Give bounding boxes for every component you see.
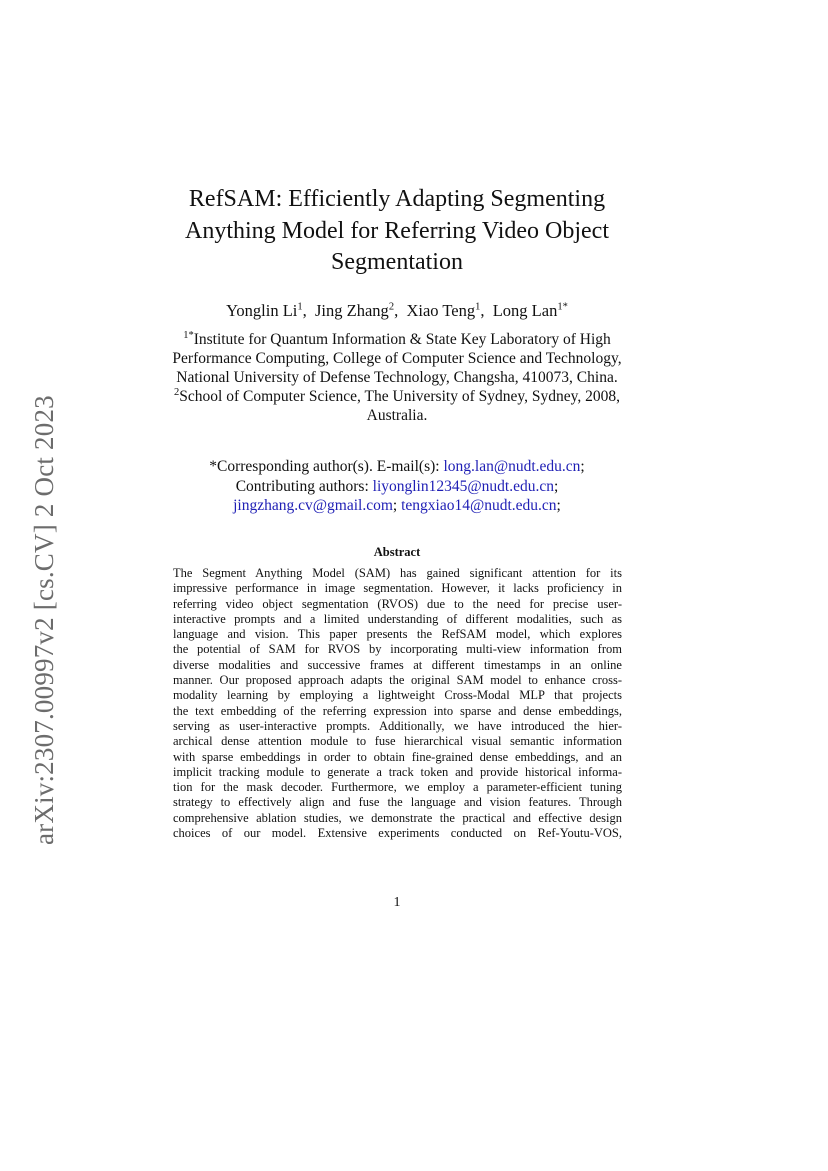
- affiliation-line: Performance Computing, College of Computer Science and Technology,: [172, 350, 622, 367]
- abstract-line: tion for the mask decoder. Furthermore, we employ a parameter-efficient tuning: [173, 780, 622, 795]
- abstract-line: archical dense attention module to fuse hierarchical visual semantic information: [173, 734, 622, 749]
- abstract-line: referring video object segmentation (RVOS) due to the need for precise user-: [173, 596, 622, 611]
- abstract-line: The Segment Anything Model (SAM) has gained significant attention for its: [173, 566, 622, 580]
- author-name: Yonglin Li: [226, 301, 298, 320]
- author-name: Xiao Teng: [406, 301, 476, 320]
- abstract-line: the text embedding of the referring expression into sparse and dense embeddings,: [173, 703, 622, 718]
- abstract-line: manner. Our proposed approach adapts the original SAM model to enhance cross-: [173, 673, 622, 688]
- abstract-line: impressive performance in image segmentation. However, it lacks proficiency in: [173, 581, 622, 596]
- abstract-line: implicit tracking module to generate a track token and provide historical informa-: [173, 764, 622, 779]
- abstract-line: diverse modalities and successive frames at different timestamps in an online: [173, 657, 622, 672]
- author-list: Yonglin Li$^1$, Jing Zhang$^2$, Xiao Teng$^1$, Long Lan$^{1*}$: [226, 301, 568, 320]
- contributor-email-link[interactable]: liyonglin12345@nudt.edu.cn: [372, 477, 554, 495]
- abstract-line: choices of our model. Extensive experiments conducted on Ref-Youtu-VOS,: [173, 826, 622, 841]
- abstract-line: language and vision. This paper presents the RefSAM model, which explores: [173, 627, 622, 642]
- contributing-authors-line: Contributing authors: liyonglin12345@nudt.edu.cn;: [235, 477, 559, 495]
- abstract-heading: Abstract: [373, 545, 421, 559]
- contributing-authors-line: jingzhang.cv@gmail.com; tengxiao14@nudt.edu.cn;: [233, 497, 561, 514]
- arxiv-identifier-stamp: arXiv:2307.00997v2 [cs.CV] 2 Oct 2023: [29, 395, 59, 845]
- affiliations: [150, 330, 644, 425]
- author-contacts: [150, 457, 644, 516]
- title-line: Anything Model for Referring Video Object: [184, 217, 610, 244]
- affiliation-line: $^2$School of Computer Science, The University of Sydney, Sydney, 2008,: [174, 386, 620, 405]
- abstract-line: interactive prompts and a limited understanding of different modalities, such as: [173, 611, 622, 626]
- title-line: RefSAM: Efficiently Adapting Segmenting: [188, 186, 606, 212]
- affiliation-mark: 2: [174, 386, 180, 398]
- author-name: Long Lan: [492, 301, 558, 320]
- affiliation-line: $^{1*}$Institute for Quantum Information & State Key Laboratory of High: [183, 329, 611, 348]
- abstract-line: comprehensive ablation studies, we demonstrate the practical and effective design: [173, 810, 622, 825]
- abstract-line: modality learning by employing a lightweight Cross-Modal MLP that projects: [173, 688, 622, 703]
- corresponding-email-link[interactable]: long.lan@nudt.edu.cn: [443, 458, 581, 475]
- abstract-body: [173, 566, 622, 841]
- affiliation-line: Australia.: [366, 407, 428, 424]
- abstract-line: strategy to effectively align and fuse the language and vision features. Through: [173, 795, 622, 810]
- affiliation-line: National University of Defense Technology, Changsha, 410073, China.: [176, 369, 618, 386]
- contributor-email-link[interactable]: jingzhang.cv@gmail.com: [233, 497, 393, 514]
- paper-title: [150, 184, 644, 279]
- title-line: Segmentation: [331, 249, 463, 275]
- author-affiliation-mark: 1: [475, 301, 481, 313]
- abstract-line: with sparse embeddings in order to obtain fine-grained dense embeddings, and an: [173, 749, 622, 764]
- corresponding-author-line: *Corresponding author(s). E-mail(s): long.lan@nudt.edu.cn;: [209, 458, 585, 475]
- page-number: 1: [393, 895, 401, 910]
- abstract-line: the potential of SAM for RVOS by incorporating multi-view information from: [173, 642, 622, 657]
- abstract-line: serving as user-interactive prompts. Additionally, we have introduced the hier-: [173, 718, 622, 733]
- affiliation-mark: 1*: [183, 329, 194, 341]
- author-affiliation-mark: 2: [388, 301, 395, 313]
- author-affiliation-mark: 1*: [557, 301, 568, 313]
- author-affiliation-mark: 1: [297, 301, 303, 313]
- contributor-email-link[interactable]: tengxiao14@nudt.edu.cn: [401, 497, 557, 514]
- author-name: Jing Zhang: [315, 301, 389, 320]
